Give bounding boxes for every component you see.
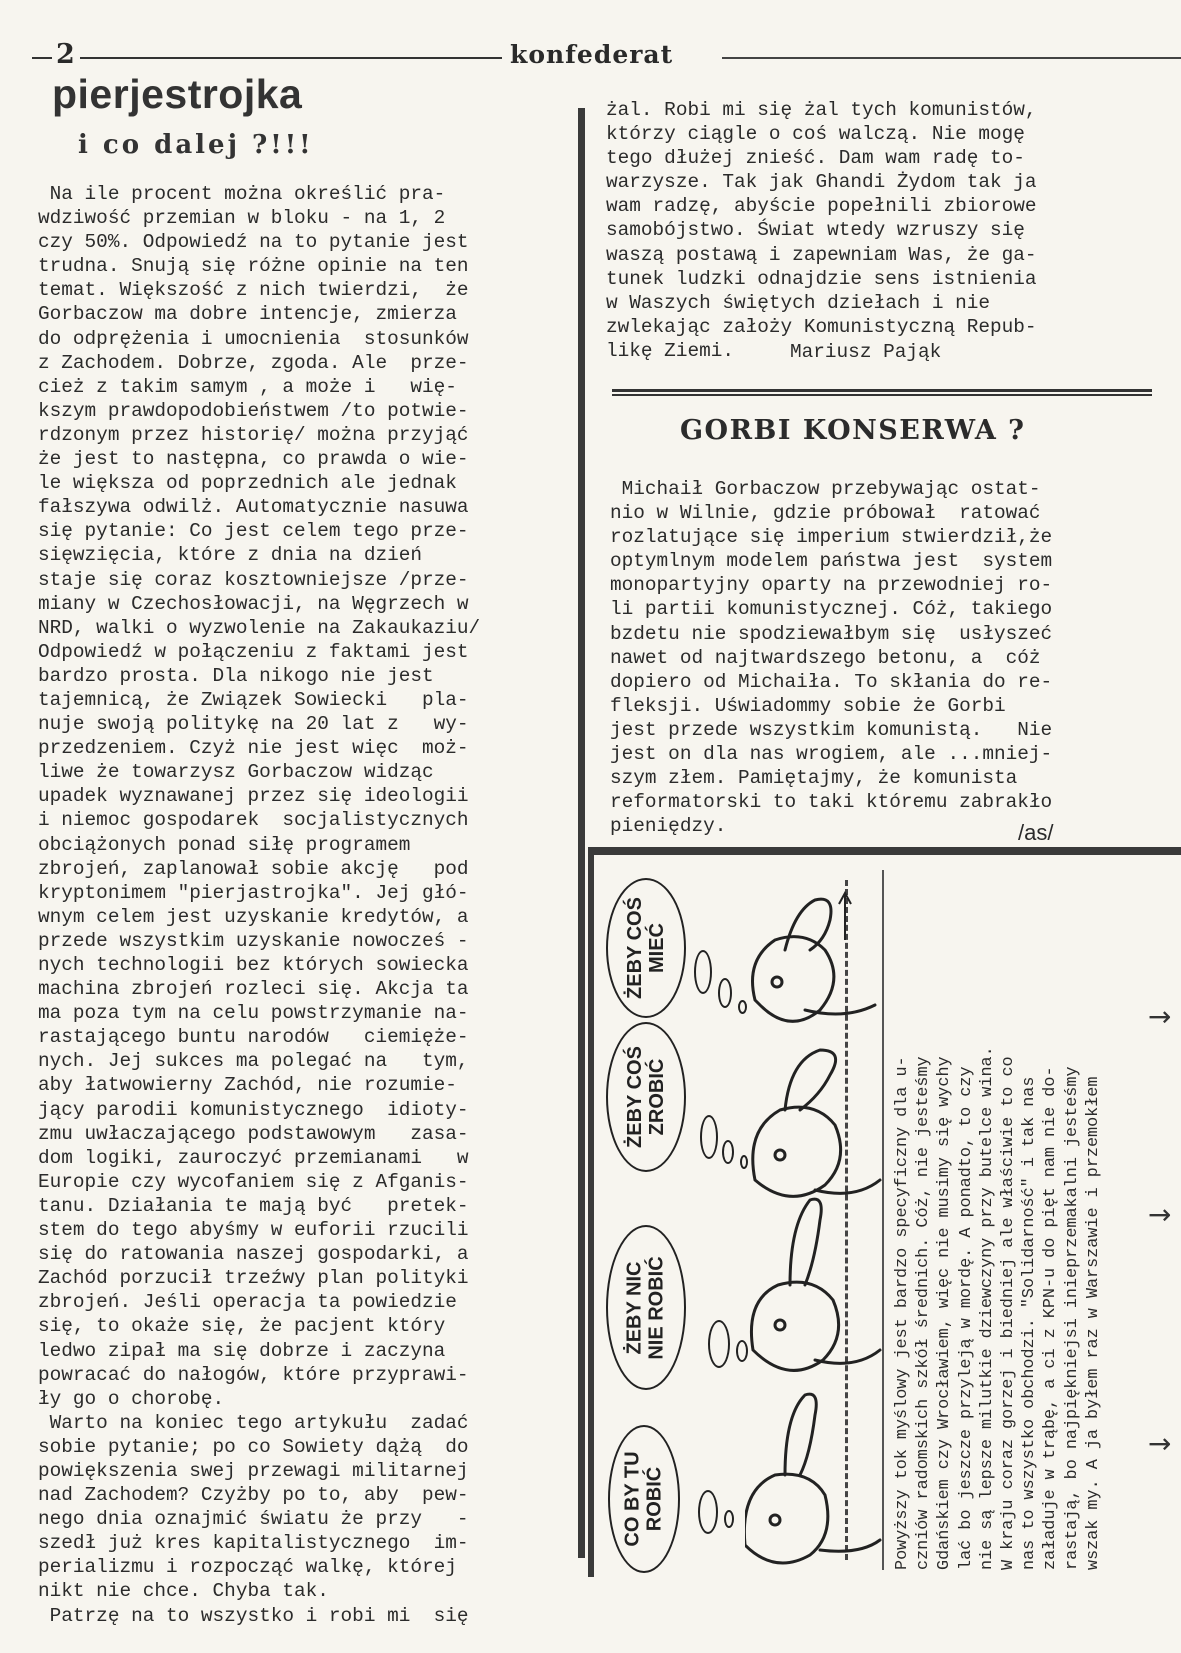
text-line: perializmu i rozpocząć walkę, której: [38, 1556, 457, 1579]
text-line: obciążonych ponad siłę programem: [38, 833, 411, 856]
text-line: tego dłużej znieść. Dam wam radę to-: [606, 147, 1025, 170]
cartoon-caption-text: [892, 880, 1104, 1570]
cartoon-figure: [753, 899, 876, 1021]
text-line: wdziwość przemian w bloku - na 1, 2: [38, 207, 446, 230]
text-line: przedzeniem. Czyż nie jest więc moż-: [38, 737, 469, 760]
text-line: monopartyjny oparty na przewodniej ro-: [610, 574, 1053, 597]
text-line: nikt nie chce. Chyba tak.: [38, 1580, 329, 1603]
arrow-right-icon: →: [1148, 1198, 1172, 1231]
text-line: li partii komunistycznej. Cóż, takiego: [610, 598, 1053, 621]
cartoon-figure: [745, 1394, 880, 1563]
text-line: dopiero od Michaiła. To skłania do re-: [610, 670, 1053, 693]
text-line: zbrojeń, zaplanował sobie akcję pod: [38, 857, 469, 880]
text-line: Zachód porzucił trzeźwy plan polityki: [38, 1267, 469, 1290]
text-line: miany w Czechosłowacji, na Węgrzech w: [38, 592, 469, 615]
text-line: zmu uwłaczającego podstawowym zasa-: [38, 1122, 469, 1145]
text-line: tajemnicą, że Związek Sowiecki pla-: [38, 688, 469, 711]
text-line: Na ile procent można określić pra-: [38, 183, 446, 205]
text-line: zwlekając założy Komunistyczną Repub-: [606, 315, 1037, 338]
text-line: z Zachodem. Dobrze, zgoda. Ale prze-: [38, 351, 469, 374]
article-subtitle: i co dalej ?!!!: [78, 130, 314, 160]
text-line: że jest to następna, co prawda o wie-: [38, 448, 469, 471]
text-line: sobie pytanie; po co Sowiety dążą do: [38, 1435, 469, 1458]
arrow-right-icon: →: [1148, 1000, 1172, 1033]
text-line: jący parodii komunistycznego idioty-: [38, 1098, 469, 1121]
cartoon-figure: [753, 1050, 880, 1196]
article-body-left-column: [38, 182, 558, 1628]
text-line: sięwzięcia, które z dnia na dzień: [38, 544, 422, 567]
publication-name: konfederat: [510, 40, 674, 69]
text-line: powiększenia swej przewagi militarnej: [38, 1459, 469, 1482]
caption-line: Powyższy tok myślowy jest bardzo specyficzny dla u-: [893, 1056, 912, 1570]
text-line: stem do tego abyśmy w euforii rzucili: [38, 1219, 469, 1242]
text-line: dom logiki, zauroczyć przemianami w: [38, 1146, 469, 1169]
caption-line: nas to wszystko obchodzi. "Solidarność" i tak nas: [1020, 1076, 1040, 1570]
thought-bubble: [608, 1425, 680, 1573]
column-divider: [578, 108, 585, 1558]
caption-line: rastają, bo najpiękniejsi inieprzemakalni jesteśmy: [1062, 1066, 1082, 1570]
text-line: tunek ludzki odnajdzie sens istnienia: [606, 267, 1037, 290]
text-line: jest przede wszystkim komunistą. Nie: [610, 718, 1053, 741]
caption-line: Gdańskiem czy Wrocławiem, więc nie musimy się wychy: [935, 1056, 955, 1570]
text-line: nio w Wilnie, gdzie próbował ratować: [610, 502, 1041, 525]
caption-line: wszak my. A ja byłem raz w Warszawie i przemokłem: [1083, 1076, 1103, 1570]
text-line: rozlatujące się imperium stwierdził,że: [610, 526, 1053, 549]
text-line: szedł już kres kapitalistycznego im-: [38, 1532, 469, 1555]
text-line: reformatorski to taki któremu zabrakło: [610, 791, 1053, 814]
text-line: samobójstwo. Świat wtedy wzruszy się: [606, 219, 1025, 242]
text-line: machina zbrojeń rozleci się. Akcja ta: [38, 978, 469, 1001]
text-line: w Waszych świętych dziełach i nie: [606, 291, 990, 314]
text-line: liwe że towarzysz Gorbaczow widząc: [38, 761, 434, 784]
text-line: czy 50%. Odpowiedź na to pytanie jest: [38, 231, 469, 254]
text-line: optymlnym modelem państwa jest system: [610, 550, 1053, 573]
thought-bubble: [606, 1225, 686, 1390]
masthead-rule: [722, 57, 1181, 59]
text-line: zbrojeń. Jeśli operacja ta powiedzie: [38, 1291, 457, 1314]
cartoon-figure: [751, 1199, 880, 1370]
text-line: le większa od poprzednich ale jednak: [38, 472, 457, 495]
text-line: którzy ciągle o coś walczą. Nie mogę: [606, 123, 1025, 146]
section-divider: [612, 389, 1152, 396]
cartoon-figures: [745, 890, 885, 1570]
article2-author: /as/: [1018, 820, 1054, 845]
cartoon-caption: [892, 880, 1102, 1570]
thought-bubble-text: ŻEBY NIC NIE ROBIĆ: [624, 1255, 668, 1360]
text-line: cież z takim samym , a może i wię-: [38, 375, 457, 398]
caption-line: załaduje w trąbę, a ci z KPN-u do pięt nam nie do-: [1041, 1066, 1061, 1570]
text-line: do odprężenia i umocnienia stosunków: [38, 327, 469, 350]
masthead-rule: [32, 57, 52, 59]
text-line: waszą postawą i zapewniam Was, że ga-: [606, 243, 1037, 266]
page-number: 2: [56, 39, 75, 70]
article2-title: GORBI KONSERWA ?: [680, 415, 1026, 446]
text-line: i niemoc gospodarek socjalistycznych: [38, 809, 469, 832]
text-line: Warto na koniec tego artykułu zadać: [38, 1411, 469, 1434]
thought-dot: [722, 1140, 734, 1164]
caption-line: nie są lepsze milutkie dziewczyny przy butelce wina.: [977, 1046, 997, 1570]
text-line: aby łatwowierny Zachód, nie rozumie-: [38, 1074, 457, 1097]
thought-bubble: [606, 1022, 686, 1172]
arrow-up-icon: [839, 893, 851, 940]
text-line: ledwo zipał ma się dobrze i zaczyna: [38, 1339, 446, 1362]
text-line: rastającego buntu narodów ciemięże-: [38, 1026, 469, 1049]
text-line: upadek wyznawanej przez się ideologii: [38, 785, 469, 808]
masthead-rule: [80, 57, 502, 59]
text-line: powracać do nałogów, które przyprawi-: [38, 1363, 469, 1386]
cartoon-frame: [588, 847, 594, 1577]
text-line: fałszywa odwilż. Automatycznie nasuwa: [38, 496, 469, 519]
text-line: NRD, walki o wyzwolenie na Zakaukaziu/: [38, 616, 481, 639]
text-line: rdzonym przez historię/ można przyjąć: [38, 423, 469, 446]
text-line: Odpowiedź w połączeniu z faktami jest: [38, 640, 469, 663]
cartoon-frame: [588, 847, 1181, 855]
text-line: ły go o chorobę.: [38, 1387, 225, 1410]
text-line: się pytanie: Co jest celem tego prze-: [38, 520, 469, 543]
text-line: likę Ziemi.: [606, 339, 734, 362]
thought-dot: [708, 1320, 730, 1368]
caption-line: lać bo jeszcze przyleją w mordę. A ponadto, to czy: [956, 1066, 976, 1570]
text-line: fleksji. Uświadommy sobie że Gorbi: [610, 694, 1006, 717]
text-line: nych technologii bez których sowiecka: [38, 954, 469, 976]
arrow-right-icon: →: [1148, 1427, 1172, 1460]
text-line: warzysze. Tak jak Ghandi Żydom tak ja: [606, 171, 1037, 194]
text-line: Michaił Gorbaczow przebywając ostat-: [610, 478, 1041, 500]
text-line: pieniędzy.: [610, 815, 727, 838]
text-line: nad Zachodem? Czyżby po to, aby pew-: [38, 1484, 469, 1507]
text-line: się do ratowania naszej gospodarki, a: [38, 1243, 469, 1266]
thought-dot: [718, 978, 732, 1008]
text-line: Patrzę na to wszystko i robi mi się: [38, 1604, 469, 1627]
caption-line: W kraju coraz gorzej i biedniej ale właściwie to co: [999, 1056, 1019, 1570]
text-line: tanu. Działania te mają być pretek-: [38, 1194, 469, 1217]
text-line: przede wszystkim uzyskanie nowocześ -: [38, 929, 469, 952]
text-line: jest on dla nas wrogiem, ale ...mniej-: [610, 743, 1053, 766]
thought-bubble-text: ŻEBY COŚ MIEĆ: [624, 897, 668, 999]
text-line: żal. Robi mi się żal tych komunistów,: [606, 99, 1037, 121]
thought-dot: [700, 1115, 718, 1159]
article-author: Mariusz Pająk: [790, 341, 942, 363]
text-line: staje się coraz kosztowniejsze /prze-: [38, 568, 469, 591]
text-line: Europie czy wycofaniem się z Afganis-: [38, 1170, 469, 1193]
text-line: trudna. Snują się różne opinie na ten: [38, 255, 469, 278]
text-line: szym złem. Pamiętajmy, że komunista: [610, 767, 1018, 790]
thought-dot: [698, 1490, 718, 1534]
text-line: temat. Większość z nich twierdzi, że: [38, 279, 469, 302]
article-body-continuation: [606, 98, 1146, 363]
article2-body: [610, 477, 1150, 838]
article-title: pierjestrojka: [52, 71, 303, 117]
text-line: wam radzę, abyście popełnili zbiorowe: [606, 195, 1037, 218]
text-line: kszym prawdopodobieństwem /to potwie-: [38, 399, 469, 422]
text-line: kryptonimem "pierjastrojka". Jej głó-: [38, 881, 469, 904]
text-line: Gorbaczow ma dobre intencje, zmierza: [38, 303, 457, 326]
text-line: nych. Jej sukces ma polegać na tym,: [38, 1050, 469, 1073]
text-line: bardzo prosta. Dla nikogo nie jest: [38, 664, 434, 687]
text-line: nawet od najtwardszego betonu, a cóż: [610, 646, 1041, 669]
text-line: bzdetu nie spodziewałbym się usłyszeć: [610, 622, 1053, 645]
text-line: wnym celem jest uzyskanie kredytów, a: [38, 905, 469, 928]
text-line: nuje swoją politykę na 20 lat z wy-: [38, 713, 469, 736]
caption-line: czniów radomskich szkół średnich. Cóż, nie jesteśmy: [914, 1056, 934, 1570]
thought-bubble-text: CO BY TU ROBIĆ: [622, 1451, 667, 1547]
text-line: nego dnia oznajmić światu że przy -: [38, 1508, 469, 1531]
thought-bubble: [606, 878, 686, 1018]
thought-dot: [724, 1510, 734, 1528]
text-line: się, to okaże się, że pacjent który: [38, 1315, 446, 1338]
thought-dot: [694, 950, 712, 994]
text-line: ma poza tym na celu powstrzymanie na-: [38, 1002, 469, 1025]
thought-bubble-text: ŻEBY COŚ ZROBIĆ: [624, 1046, 668, 1148]
masthead: [32, 40, 1181, 70]
